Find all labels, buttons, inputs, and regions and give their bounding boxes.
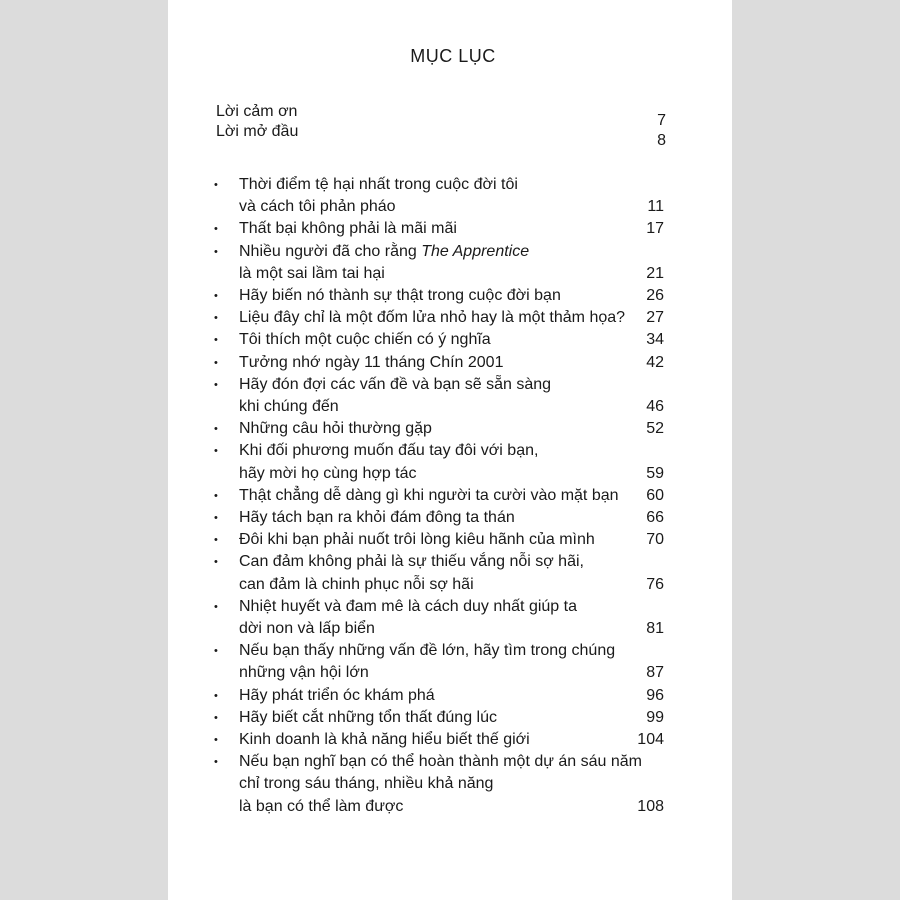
toc-entry-line: Hãy biến nó thành sự thật trong cuộc đời bạn: [239, 287, 561, 305]
toc-entry-line: là bạn có thể làm được: [239, 797, 404, 815]
toc-entry-italic: The Apprentice: [421, 242, 530, 260]
toc-entry-line: Khi đối phương muốn đấu tay đôi với bạn,: [239, 442, 539, 460]
bullet-icon: •: [214, 179, 218, 191]
toc-entry-page: 104: [637, 731, 664, 749]
bullet-icon: •: [214, 445, 218, 458]
toc-entry-line: và cách tôi phản pháo: [239, 198, 396, 216]
bullet-icon: •: [214, 689, 218, 702]
book-page: [168, 0, 732, 900]
toc-entry-line: Thất bại không phải là mãi mãi: [239, 220, 457, 238]
toc-entry-title: [214, 751, 664, 818]
toc-entry-line: Hãy đón đợi các vấn đề và bạn sẽ sẵn sàng: [239, 375, 552, 393]
toc-entry-title: [214, 285, 664, 307]
bullet-icon: •: [214, 356, 218, 369]
toc-entry-line: chỉ trong sáu tháng, nhiều khả năng: [239, 775, 494, 793]
toc-entry: [214, 352, 664, 374]
toc-entry: [214, 418, 664, 440]
bullet-icon: •: [214, 423, 218, 436]
bullet-icon: •: [214, 223, 218, 236]
bullet-icon: •: [214, 512, 218, 525]
toc-entry-title: [214, 329, 664, 351]
toc-entry-page: 59: [646, 464, 664, 482]
toc-entry-title: [214, 174, 664, 218]
toc-entry-title: [214, 241, 664, 285]
toc-entry-line: Tôi thích một cuộc chiến có ý nghĩa: [239, 331, 491, 349]
bullet-icon: •: [214, 378, 218, 391]
toc-entry-line: Hãy phát triển óc khám phá: [239, 686, 435, 704]
toc-entry-line: Can đảm không phải là sự thiếu vắng nỗi sợ hãi,: [239, 553, 584, 571]
toc-entry: [214, 685, 664, 707]
toc-entry-title: [214, 218, 664, 240]
toc-entry: [214, 751, 664, 818]
toc-entry: [214, 218, 664, 240]
bullet-icon: •: [214, 290, 218, 303]
front-matter: [216, 103, 666, 149]
toc-entry: [214, 507, 664, 529]
toc-entry-page: 52: [646, 420, 664, 438]
toc-entry-line: Hãy tách bạn ra khỏi đám đông ta thán: [239, 509, 515, 527]
toc-entry-title: [214, 485, 664, 507]
toc-entry-line: khi chúng đến: [239, 398, 339, 416]
toc-entry-line: Thật chẳng dễ dàng gì khi người ta cười vào mặt bạn: [239, 486, 619, 504]
toc-entry-title: [214, 596, 664, 640]
toc-entry: [214, 640, 664, 684]
toc-entry-line: Nếu bạn thấy những vấn đề lớn, hãy tìm trong chúng: [239, 642, 616, 660]
toc-entry-line: hãy mời họ cùng hợp tác: [239, 464, 417, 482]
toc-entry: [214, 307, 664, 329]
toc-entry-title: [214, 707, 664, 729]
toc-entry-line: Nhiều người đã cho rằng The Apprentice: [239, 242, 530, 260]
toc-entry: [214, 551, 664, 595]
toc-entry-line: là một sai lầm tai hại: [239, 264, 385, 282]
toc-entry-line: Nếu bạn nghĩ bạn có thể hoàn thành một dự án sáu năm: [239, 753, 642, 771]
toc-entry-title: [214, 685, 664, 707]
toc-entry-page: 96: [646, 686, 664, 704]
toc-entry: [214, 174, 664, 218]
toc-entry-page: 42: [646, 353, 664, 371]
toc-front-page: 7: [657, 112, 666, 129]
toc-entry-line: can đảm là chinh phục nỗi sợ hãi: [239, 575, 474, 593]
toc-entry-line: những vận hội lớn: [239, 664, 369, 682]
toc-entry-line: Nhiệt huyết và đam mê là cách duy nhất giúp ta: [239, 597, 577, 615]
toc-entry-title: [214, 307, 664, 329]
toc-entry-page: 76: [646, 575, 664, 593]
toc-entry: [214, 241, 664, 285]
toc-entry-page: 17: [646, 220, 664, 238]
toc-entry-line: Kinh doanh là khả năng hiểu biết thế giới: [239, 731, 530, 749]
toc-entry: [214, 285, 664, 307]
toc-entry-line: Tưởng nhớ ngày 11 tháng Chín 2001: [239, 353, 504, 371]
toc-entry: [214, 596, 664, 640]
toc-entry-page: 66: [646, 509, 664, 527]
toc-entry: [214, 707, 664, 729]
toc-front-page: 8: [657, 132, 666, 149]
toc-entry-page: 70: [646, 531, 664, 549]
toc-entry-title: [214, 551, 664, 595]
bullet-icon: •: [214, 534, 218, 547]
toc-entry-title: [214, 440, 664, 484]
toc-entry-page: 11: [647, 198, 664, 216]
toc-entry-title: [214, 418, 664, 440]
toc-entry-title: [214, 507, 664, 529]
right-margin: [732, 0, 900, 900]
toc-entry-line: Thời điểm tệ hại nhất trong cuộc đời tôi: [239, 176, 518, 193]
toc-entry-title: [214, 352, 664, 374]
toc-entry-page: 99: [646, 708, 664, 726]
bullet-icon: •: [214, 756, 218, 769]
bullet-icon: •: [214, 312, 218, 325]
toc-front-label: Lời mở đầu: [216, 123, 299, 140]
toc-entry-page: 27: [646, 309, 664, 327]
toc-entry-page: 34: [646, 331, 664, 349]
toc-entry-title: [214, 640, 664, 684]
toc-entry-line: Đôi khi bạn phải nuốt trôi lòng kiêu hãnh của mình: [239, 531, 595, 549]
toc-entry: [214, 374, 664, 418]
toc-entry-title: [214, 374, 664, 418]
toc-list: [214, 174, 664, 818]
bullet-icon: •: [214, 334, 218, 347]
toc-entry: [214, 440, 664, 484]
toc-entry-line: Những câu hỏi thường gặp: [239, 420, 432, 438]
toc-entry-page: 26: [646, 287, 664, 305]
bullet-icon: •: [214, 711, 218, 724]
bullet-icon: •: [214, 734, 218, 747]
toc-front-item: [216, 103, 666, 129]
page-title: MỤC LỤC: [410, 46, 496, 66]
toc-entry-page: 21: [646, 264, 664, 282]
toc-entry: [214, 329, 664, 351]
toc-entry-page: 81: [646, 620, 664, 638]
toc-entry-page: 87: [646, 664, 664, 682]
toc-entry-title: [214, 529, 664, 551]
bullet-icon: •: [214, 556, 218, 569]
toc-entry-page: 60: [646, 486, 664, 504]
toc-front-label: Lời cảm ơn: [216, 103, 298, 120]
toc-front-item: [216, 123, 666, 149]
toc-entry-page: 108: [637, 797, 664, 815]
toc-entry-title: [214, 729, 664, 751]
toc-entry-line: dời non và lấp biển: [239, 620, 375, 638]
bullet-icon: •: [214, 600, 218, 613]
toc-entry-line: Hãy biết cắt những tổn thất đúng lúc: [239, 708, 497, 726]
left-margin: [0, 0, 168, 900]
bullet-icon: •: [214, 489, 218, 502]
toc-entry-page: 46: [646, 398, 664, 416]
bullet-icon: •: [214, 245, 218, 258]
toc-entry-line: Liệu đây chỉ là một đốm lửa nhỏ hay là một thảm họa?: [239, 309, 626, 327]
bullet-icon: •: [214, 645, 218, 658]
toc-entry: [214, 529, 664, 551]
toc-entry: [214, 485, 664, 507]
toc-entry: [214, 729, 664, 751]
